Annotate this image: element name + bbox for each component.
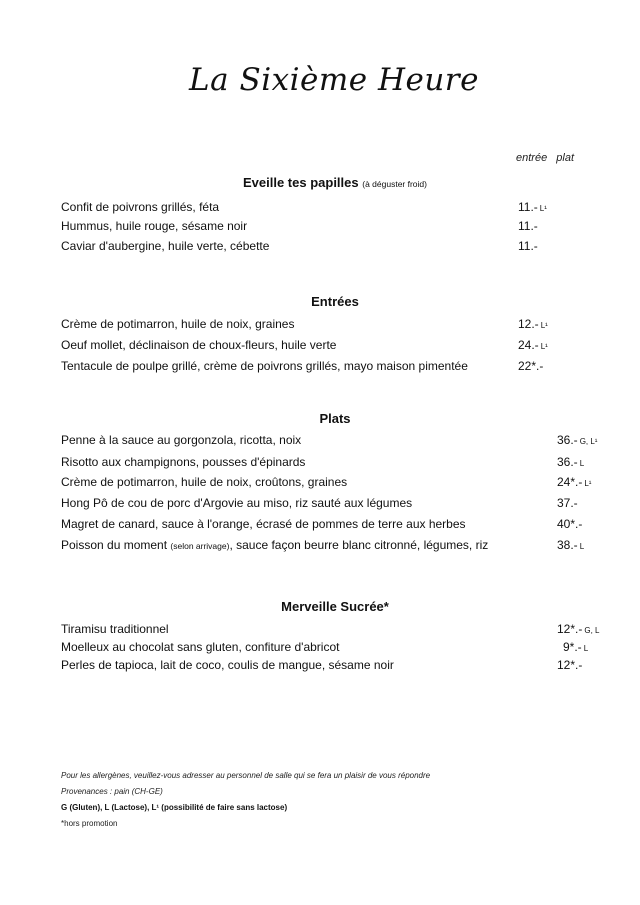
- allergen-tag: G, L¹: [579, 437, 598, 446]
- column-entree-label: entrée: [516, 152, 548, 164]
- item-price: 37.-: [557, 496, 578, 510]
- allergen-tag: G, L: [584, 626, 600, 635]
- section-note: (à déguster froid): [362, 179, 427, 189]
- item-price: 40*.-: [557, 517, 583, 531]
- promo-note: *hors promotion: [61, 819, 118, 828]
- menu-item: Magret de canard, sauce à l'orange, écrasé de pommes de terre aux herbes: [61, 517, 466, 531]
- item-price: 9*.- L: [563, 640, 589, 654]
- menu-item: Poisson du moment (selon arrivage), sauce façon beurre blanc citronné, légumes, riz: [61, 538, 489, 552]
- column-plat-label: plat: [556, 152, 575, 164]
- allergen-tag: L¹: [539, 204, 547, 213]
- menu-item: Tentacule de poulpe grillé, crème de poivrons grillés, mayo maison pimentée: [61, 359, 468, 373]
- menu-item: Crème de potimarron, huile de noix, graines: [61, 317, 295, 331]
- section-title-plats: Plats: [319, 411, 351, 426]
- menu-item: Caviar d'aubergine, huile verte, cébette: [61, 239, 270, 253]
- menu-item: Hong Pô de cou de porc d'Argovie au miso, riz sauté aux légumes: [61, 496, 413, 510]
- allergen-tag: L: [583, 644, 589, 653]
- item-price: 12.- L¹: [518, 317, 548, 331]
- menu-item: Crème de potimarron, huile de noix, croûtons, graines: [61, 475, 348, 489]
- section-title-desserts: Merveille Sucrée*: [281, 599, 389, 614]
- allergen-tag: L¹: [540, 321, 548, 330]
- menu-item: Oeuf mollet, déclinaison de choux-fleurs, huile verte: [61, 338, 337, 352]
- allergen-tag: L: [579, 459, 585, 468]
- allergen-tag: L: [579, 542, 585, 551]
- menu-item: Moelleux au chocolat sans gluten, confiture d'abricot: [61, 640, 340, 654]
- item-price: 12*.-: [557, 658, 583, 672]
- menu-item: Tiramisu traditionnel: [61, 622, 169, 636]
- item-note: (selon arrivage): [170, 541, 230, 551]
- section-title-entrees: Entrées: [311, 294, 359, 309]
- menu-item: Confit de poivrons grillés, féta: [61, 200, 220, 214]
- item-price: 11.- L¹: [518, 200, 547, 214]
- section-title-papilles: Eveille tes papilles (à déguster froid): [243, 175, 427, 190]
- column-headers: [516, 152, 574, 164]
- menu-title: La Sixième Heure: [189, 62, 479, 98]
- item-price: 11.-: [518, 219, 538, 233]
- allergens-notice: Pour les allergènes, veuillez-vous adresser au personnel de salle qui se fera un plaisir de vous répondre: [61, 771, 431, 780]
- allergen-legend: G (Gluten), L (Lactose), L¹ (possibilité de faire sans lactose): [61, 803, 288, 812]
- menu-item: Perles de tapioca, lait de coco, coulis de mangue, sésame noir: [61, 658, 394, 672]
- item-price: 22*.-: [518, 359, 544, 373]
- item-price: 38.- L: [557, 538, 585, 552]
- menu-item: Hummus, huile rouge, sésame noir: [61, 219, 248, 233]
- item-price: 36.- G, L¹: [557, 433, 598, 447]
- menu-item: Risotto aux champignons, pousses d'épinards: [61, 455, 306, 469]
- item-price: 11.-: [518, 239, 538, 253]
- allergen-tag: L¹: [540, 342, 548, 351]
- item-price: 12*.- G, L: [557, 622, 600, 636]
- menu-item: Penne à la sauce au gorgonzola, ricotta, noix: [61, 433, 302, 447]
- item-price: 36.- L: [557, 455, 585, 469]
- item-price: 24*.- L¹: [557, 475, 592, 489]
- provenance-note: Provenances : pain (CH-GE): [61, 787, 163, 796]
- item-price: 24.- L¹: [518, 338, 548, 352]
- allergen-tag: L¹: [584, 479, 592, 488]
